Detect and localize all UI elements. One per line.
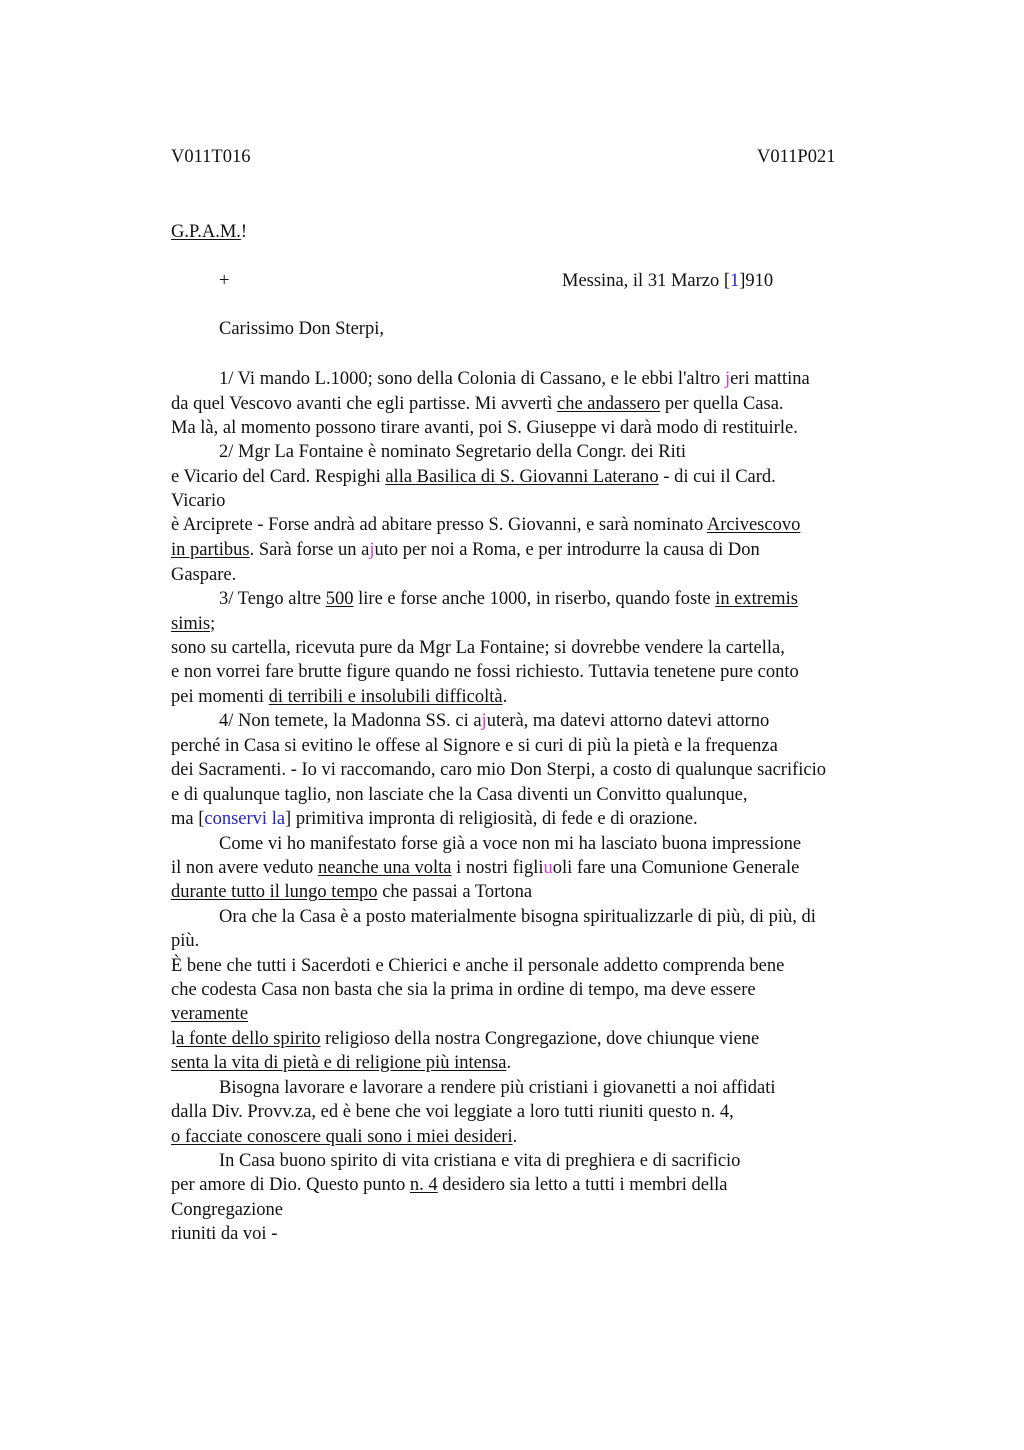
- paragraph-1-line-3: Ma là, al momento possono tirare avanti, poi S. Giuseppe vi darà modo di restituirle.: [171, 418, 798, 438]
- cross-mark: +: [219, 271, 230, 291]
- paragraph-4-line-4: e di qualunque taglio, non lasciate che la Casa diventi un Convitto qualunque,: [171, 785, 748, 805]
- paragraph-3-line-4: e non vorrei fare brutte figure quando ne fossi richiesto. Tuttavia tenetene pure conto: [171, 662, 799, 682]
- paragraph-6-line-3: È bene che tutti i Sacerdoti e Chierici e anche il personale addetto comprenda bene: [171, 956, 785, 976]
- paragraph-2-line-5: in partibus. Sarà forse un ajuto per noi a Roma, e per introdurre la causa di Don: [171, 540, 760, 560]
- paragraph-6-line-7: senta la vita di pietà e di religione più intensa.: [171, 1053, 512, 1073]
- paragraph-3-line-2: simis;: [171, 614, 216, 634]
- paragraph-4-line-2: perché in Casa si evitino le offese al Signore e si curi di più la pietà e la frequenza: [171, 736, 778, 756]
- invocation-mark: !: [240, 222, 248, 242]
- paragraph-3-line-1: 3/ Tengo altre 500 lire e forse anche 1000, in riserbo, quando foste in extremis: [219, 589, 798, 609]
- document-code-left: V011T016: [171, 147, 251, 167]
- paragraph-7-line-1: Bisogna lavorare e lavorare a rendere più cristiani i giovanetti a noi affidati: [219, 1078, 776, 1098]
- paragraph-6-line-6: la fonte dello spirito religioso della nostra Congregazione, dove chiunque viene: [171, 1029, 760, 1049]
- paragraph-6-line-5: veramente: [171, 1004, 249, 1024]
- paragraph-2-line-3: Vicario: [171, 491, 226, 511]
- paragraph-6-line-4: che codesta Casa non basta che sia la prima in ordine di tempo, ma deve essere: [171, 980, 756, 1000]
- paragraph-8-line-4: riuniti da voi -: [171, 1224, 278, 1244]
- paragraph-8-line-3: Congregazione: [171, 1200, 283, 1220]
- paragraph-6-line-1: Ora che la Casa è a posto materialmente bisogna spiritualizzarle di più, di più, di: [219, 907, 816, 927]
- paragraph-1-line-1: 1/ Vi mando L.1000; sono della Colonia di Cassano, e le ebbi l'altro jeri mattina: [219, 369, 810, 389]
- paragraph-5-line-3: durante tutto il lungo tempo che passai a Tortona: [171, 882, 533, 902]
- invocation: [171, 222, 247, 243]
- paragraph-2-line-2: e Vicario del Card. Respighi alla Basilica di S. Giovanni Laterano - di cui il Card.: [171, 467, 776, 487]
- paragraph-2-line-1: 2/ Mgr La Fontaine è nominato Segretario della Congr. dei Riti: [219, 442, 687, 462]
- paragraph-3-line-5: pei momenti di terribili e insolubili difficoltà.: [171, 687, 508, 707]
- paragraph-1-line-2: da quel Vescovo avanti che egli partisse. Mi avvertì che andassero per quella Casa.: [171, 394, 784, 414]
- paragraph-4-line-1: 4/ Non temete, la Madonna SS. ci ajuterà, ma datevi attorno datevi attorno: [219, 711, 770, 731]
- paragraph-8-line-1: In Casa buono spirito di vita cristiana e vita di preghiera e di sacrificio: [219, 1151, 741, 1171]
- document-code-right: V011P021: [757, 147, 836, 167]
- paragraph-2-line-4: è Arciprete - Forse andrà ad abitare presso S. Giovanni, e sarà nominato Arcivescovo: [171, 515, 801, 535]
- paragraph-2-line-6: Gaspare.: [171, 565, 237, 585]
- paragraph-5-line-1: Come vi ho manifestato forse già a voce non mi ha lasciato buona impressione: [219, 834, 802, 854]
- paragraph-5-line-2: il non avere veduto neanche una volta i nostri figliuoli fare una Comunione Generale: [171, 858, 800, 878]
- paragraph-4-line-5: ma [conservi la] primitiva impronta di religiosità, di fede e di orazione.: [171, 809, 698, 829]
- paragraph-8-line-2: per amore di Dio. Questo punto n. 4 desidero sia letto a tutti i membri della: [171, 1175, 728, 1195]
- paragraph-7-line-2: dalla Div. Provv.za, ed è bene che voi leggiate a loro tutti riuniti questo n. 4,: [171, 1102, 734, 1122]
- paragraph-4-line-3: dei Sacramenti. - Io vi raccomando, caro mio Don Sterpi, a costo di qualunque sacrificio: [171, 760, 826, 780]
- invocation-text: G.P.A.M.: [171, 222, 241, 242]
- paragraph-3-line-3: sono su cartella, ricevuta pure da Mgr La Fontaine; si dovrebbe vendere la cartella,: [171, 638, 785, 658]
- date-line: Messina, il 31 Marzo [1]910: [562, 271, 774, 291]
- salutation: Carissimo Don Sterpi,: [219, 319, 384, 339]
- paragraph-7-line-3: o facciate conoscere quali sono i miei desideri.: [171, 1127, 518, 1147]
- paragraph-6-line-2: più.: [171, 931, 200, 951]
